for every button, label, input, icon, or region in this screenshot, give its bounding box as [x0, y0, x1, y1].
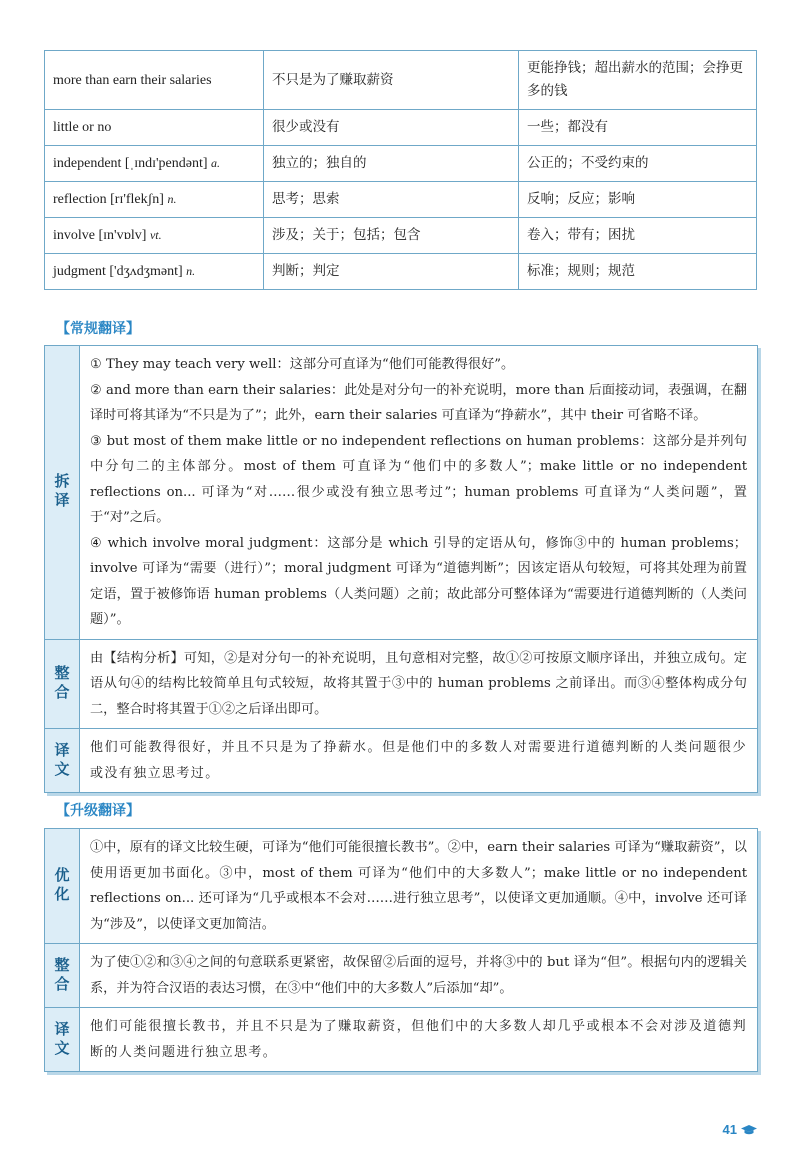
vocab-row	[45, 146, 757, 182]
youhua-content: ①中，原有的译文比较生硬，可译为“他们可能很擅长教书”。②中，earn their salaries 可译为“赚取薪资”，以使用语更加书面化。③中，most of them 可译为“他们中的大多数人”；make little or no independent reflections on... 还可译为“几乎或根本不会对……进行独立思考”，以使译文更加通顺。④中，involve 还可译为“涉及”，以使译文更加简洁。	[90, 840, 747, 932]
vocab-word	[45, 51, 264, 110]
vocab-meaning: 不只是为了赚取薪资	[264, 51, 519, 110]
regular-translation-heading: 【常规翻译】	[56, 321, 140, 337]
regular-translation-box	[44, 345, 758, 793]
vocab-word	[45, 182, 264, 218]
vocab-word-text: reflection [rɪ'flekʃn]	[53, 192, 164, 207]
vocab-meaning: 涉及；关于；包括；包含	[264, 218, 519, 254]
chai-point-3: ③ but most of them make little or no independent reflections on human problems：这部分是并列句中分句二的主体部分。most of them 可直译为“他们中的多数人”；make little or no independent reflections on... 可译为“对……很少或没有独立思考过”；human problems 可直译为“人类问题”，置于“对”之后。	[90, 433, 747, 525]
vocab-word	[45, 218, 264, 254]
upgrade-yiwen-row	[45, 1007, 757, 1071]
vocab-meaning: 独立的；独自的	[264, 146, 519, 182]
vocab-table	[44, 50, 757, 290]
vocab-word-text: judgment ['dʒʌdʒmənt]	[53, 264, 183, 279]
vocab-pos: a.	[211, 156, 221, 170]
vocab-word-text: little or no	[53, 120, 112, 135]
vocab-other-meaning: 公正的；不受约束的	[519, 146, 757, 182]
graduation-cap-icon	[740, 1124, 758, 1136]
chai-label: 拆译	[45, 346, 80, 639]
vocab-row	[45, 218, 757, 254]
upgrade-zheng-label: 整合	[45, 944, 80, 1007]
upgrade-translation-heading: 【升级翻译】	[56, 803, 140, 819]
chai-point-1: ① They may teach very well：这部分可直译为“他们可能教得很好”。	[90, 357, 515, 372]
vocab-other-meaning: 更能挣钱；超出薪水的范围；会挣更多的钱	[519, 51, 757, 110]
vocab-meaning: 判断；判定	[264, 254, 519, 290]
vocab-word-text: more than earn their salaries	[53, 72, 212, 88]
vocab-word-text: involve [ɪn'vɒlv]	[53, 228, 147, 243]
yiwen-label: 译文	[45, 729, 80, 792]
vocab-word	[45, 110, 264, 146]
upgrade-zheng-content: 为了使①②和③④之间的句意联系更紧密，故保留②后面的逗号，并将③中的 but 译为“但”。根据句内的逻辑关系，并为符合汉语的表达习惯，在③中“他们中的大多数人”后添加“却”。	[90, 955, 747, 996]
vocab-word-text: independent [ˌɪndɪ'pendənt]	[53, 156, 208, 171]
vocab-row	[45, 254, 757, 290]
page-number-text: 41	[722, 1122, 737, 1137]
yiwen-content: 他们可能教得很好，并且不只是为了挣薪水。但是他们中的多数人对需要进行道德判断的人类问题很少或没有独立思考过。	[90, 740, 747, 781]
vocab-other-meaning: 反响；反应；影响	[519, 182, 757, 218]
vocab-other-meaning: 一些；都没有	[519, 110, 757, 146]
upgrade-translation-box	[44, 828, 758, 1072]
vocab-meaning: 思考；思索	[264, 182, 519, 218]
vocab-row	[45, 110, 757, 146]
vocab-other-meaning: 卷入；带有；困扰	[519, 218, 757, 254]
zheng-content: 由【结构分析】可知，②是对分句一的补充说明，且句意相对完整，故①②可按原文顺序译出，并独立成句。定语从句④的结构比较简单且句式较短，故将其置于③中的 human problems 之前译出。而③④整体构成分句二，整合时将其置于①②之后译出即可。	[90, 650, 747, 717]
upgrade-zheng-row	[45, 943, 757, 1007]
vocab-pos: n.	[167, 192, 177, 206]
chai-content	[80, 346, 757, 639]
upgrade-yiwen-content: 他们可能很擅长教书，并且不只是为了赚取薪资，但他们中的大多数人却几乎或根本不会对涉及道德判断的人类问题进行独立思考。	[90, 1019, 747, 1060]
page-number	[723, 1122, 758, 1137]
chai-point-2: ② and more than earn their salaries：此处是对分句一的补充说明，more than 后面接动词，表强调，在翻译时可将其译为“不只是为了”；此外，earn their salaries 可直译为“挣薪水”，其中 their 可省略不译。	[90, 382, 747, 423]
chai-point-4: ④ which involve moral judgment：这部分是 which 引导的定语从句，修饰③中的 human problems；involve 可译为“需要（进行）”；moral judgment 可译为“道德判断”；因该定语从句较短，可将其处理为前置定语，置于被修饰语 human problems（人类问题）之前；故此部分可整体译为“需要进行道德判断的（人类问题）”。	[90, 535, 747, 627]
vocab-other-meaning: 标准；规则；规范	[519, 254, 757, 290]
youhua-row	[45, 829, 757, 943]
vocab-row	[45, 51, 757, 110]
zheng-label: 整合	[45, 640, 80, 729]
zheng-row	[45, 639, 757, 729]
vocab-pos: n.	[186, 264, 196, 278]
vocab-word	[45, 146, 264, 182]
vocab-meaning: 很少或没有	[264, 110, 519, 146]
vocab-row	[45, 182, 757, 218]
yiwen-row	[45, 728, 757, 792]
upgrade-yiwen-label: 译文	[45, 1008, 80, 1071]
chai-row	[45, 346, 757, 639]
vocab-word	[45, 254, 264, 290]
vocab-pos: vt.	[149, 228, 162, 242]
youhua-label: 优化	[45, 829, 80, 943]
